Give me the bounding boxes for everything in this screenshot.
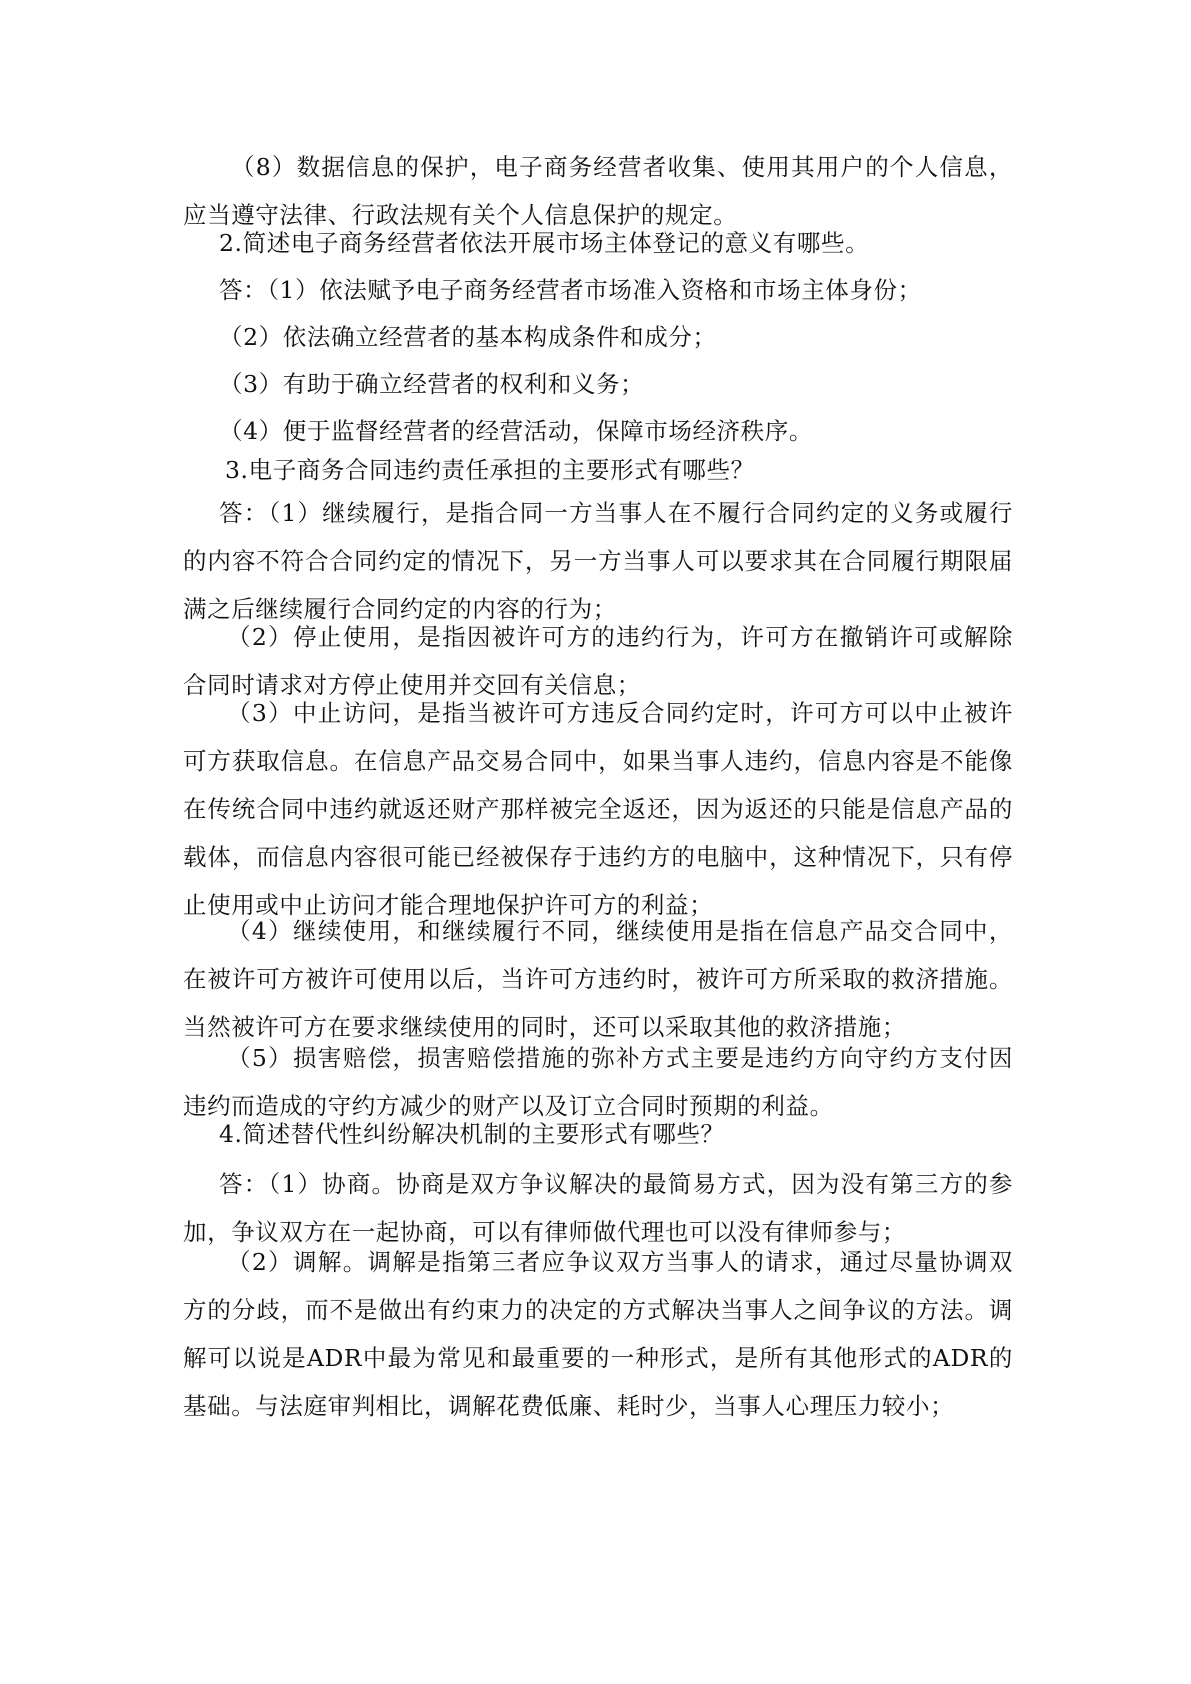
answer-4-item-2: （2）调解。调解是指第三者应争议双方当事人的请求，通过尽量协调双方的分歧，而不是做出有约束力的决定的方式解决当事人之间争议的方法。调解可以说是ADR中最为常见和最重要的一种形式，是所有其他形式的ADR的基础。与法庭审判相比，调解花费低廉、耗时少，当事人心理压力较小； bbox=[183, 1248, 1013, 1420]
paragraph-item-8-data-protection: （8）数据信息的保护，电子商务经营者收集、使用其用户的个人信息，应当遵守法律、行政法规有关个人信息保护的规定。 bbox=[183, 153, 1013, 229]
answer-3-item-4: （4）继续使用，和继续履行不同，继续使用是指在信息产品交合同中，在被许可方被许可使用以后，当许可方违约时，被许可方所采取的救济措施。当然被许可方在要求继续使用的同时，还可以采取其他的救济措施； bbox=[183, 917, 1013, 1041]
answer-2-item-3: （3）有助于确立经营者的权利和义务； bbox=[219, 370, 645, 398]
answer-2-item-1: 答：（1）依法赋予电子商务经营者市场准入资格和市场主体身份； bbox=[219, 276, 922, 304]
question-2-heading: 2.简述电子商务经营者依法开展市场主体登记的意义有哪些。 bbox=[219, 229, 870, 257]
answer-2-item-4: （4）便于监督经营者的经营活动，保障市场经济秩序。 bbox=[219, 417, 813, 445]
answer-3-item-2: （2）停止使用，是指因被许可方的违约行为，许可方在撤销许可或解除合同时请求对方停止使用并交回有关信息； bbox=[183, 623, 1013, 699]
answer-3-item-3: （3）中止访问，是指当被许可方违反合同约定时，许可方可以中止被许可方获取信息。在信息产品交易合同中，如果当事人违约，信息内容是不能像在传统合同中违约就返还财产那样被完全返还，因为返还的只能是信息产品的载体，而信息内容很可能已经被保存于违约方的电脑中，这种情况下，只有停止使用或中止访问才能合理地保护许可方的利益； bbox=[183, 699, 1013, 919]
question-4-heading: 4.简述替代性纠纷解决机制的主要形式有哪些？ bbox=[219, 1120, 725, 1148]
answer-3-item-5: （5）损害赔偿，损害赔偿措施的弥补方式主要是违约方向守约方支付因违约而造成的守约方减少的财产以及订立合同时预期的利益。 bbox=[183, 1044, 1013, 1120]
answer-2-item-2: （2）依法确立经营者的基本构成条件和成分； bbox=[219, 323, 717, 351]
question-3-heading: 3.电子商务合同违约责任承担的主要形式有哪些？ bbox=[225, 456, 755, 484]
answer-3-item-1: 答：（1）继续履行，是指合同一方当事人在不履行合同约定的义务或履行的内容不符合合同约定的情况下，另一方当事人可以要求其在合同履行期限届满之后继续履行合同约定的内容的行为； bbox=[183, 499, 1013, 623]
answer-4-item-1: 答：（1）协商。协商是双方争议解决的最简易方式，因为没有第三方的参加，争议双方在一起协商，可以有律师做代理也可以没有律师参与； bbox=[183, 1170, 1013, 1246]
